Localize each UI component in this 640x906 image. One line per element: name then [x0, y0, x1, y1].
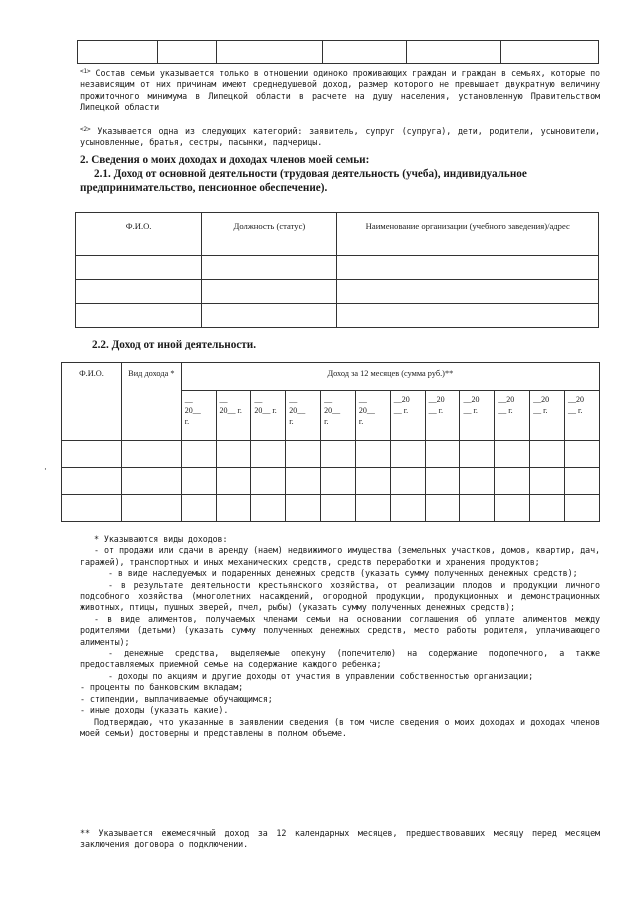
cell[interactable] [251, 468, 286, 495]
month-header-cell: __20 __ г. [530, 391, 565, 441]
cell[interactable] [337, 280, 599, 304]
cell[interactable] [321, 441, 356, 468]
stray-mark: · [44, 465, 47, 475]
footnote-1-text: Состав семьи указывается только в отношении одиноко проживающих граждан и граждан в семьях, которые по независящим от них причинам имеют среднедушевой доход, размер которого не превышает двукратную величину прожиточного минимума в Липецкой области в расчете на душу населения, установленную Правительством Липецкой области [80, 68, 600, 113]
header-income-12-months: Доход за 12 месяцев (сумма руб.)** [181, 363, 599, 391]
cell[interactable] [202, 304, 337, 328]
cell[interactable] [76, 280, 202, 304]
month-header-cell: __ 20__ г. [181, 391, 216, 441]
cell[interactable] [321, 495, 356, 522]
cell[interactable] [181, 495, 216, 522]
cell[interactable] [460, 468, 495, 495]
cell[interactable] [76, 304, 202, 328]
cell[interactable] [425, 468, 460, 495]
cell[interactable] [181, 441, 216, 468]
cell[interactable] [460, 495, 495, 522]
cell[interactable] [337, 256, 599, 280]
cell[interactable] [495, 495, 530, 522]
month-header-cell: __20 __ г. [425, 391, 460, 441]
income-types-notes [80, 534, 600, 739]
table-row [76, 256, 599, 280]
header-organization: Наименование организации (учебного заведения)/адрес [337, 213, 599, 256]
note-item: - денежные средства, выделяемые опекуну (попечителю) на содержание подопечного, а также предоставляемых приемной семье на содержание каждого ребенка; [80, 648, 600, 670]
main-income-table [75, 212, 599, 328]
note-item: - в виде наследуемых и подаренных денежных средств (указать сумму полученных денежных средств); [108, 568, 578, 579]
note-item: - стипендии, выплачиваемые обучающимся; [80, 693, 273, 704]
note-intro: * Указываются виды доходов: [94, 534, 228, 544]
cell[interactable] [495, 441, 530, 468]
cell[interactable] [76, 256, 202, 280]
cell[interactable] [202, 256, 337, 280]
header-fio: Ф.И.О. [62, 363, 122, 441]
month-header-cell: __ 20__ г. [216, 391, 251, 441]
cell[interactable] [495, 468, 530, 495]
header-income-type: Вид дохода * [121, 363, 181, 441]
month-header-cell: __ 20__ г. [321, 391, 356, 441]
double-star-note [80, 828, 600, 851]
cell[interactable] [62, 441, 122, 468]
cell[interactable] [530, 495, 565, 522]
cell[interactable] [62, 468, 122, 495]
month-header-cell: __20 __ г. [390, 391, 425, 441]
footnote-2 [80, 124, 600, 149]
section-2-2-title: 2.2. Доход от иной деятельности. [92, 339, 257, 351]
cell[interactable] [286, 495, 321, 522]
section-2-1-title: 2.1. Доход от основной деятельности (трудовая деятельность (учеба), индивидуальное предпринимательство, пенсионное обеспечение). [80, 168, 527, 194]
table-row [76, 280, 599, 304]
family-table-stub [77, 40, 599, 64]
cell[interactable] [251, 495, 286, 522]
note-item: - доходы по акциям и другие доходы от участия в управлении собственностью организации; [108, 670, 534, 681]
cell[interactable] [62, 495, 122, 522]
cell[interactable] [425, 441, 460, 468]
cell[interactable] [286, 468, 321, 495]
month-header-cell: __ 20__ г. [355, 391, 390, 441]
header-fio: Ф.И.О. [76, 213, 202, 256]
cell[interactable] [530, 441, 565, 468]
note-item: - от продажи или сдачи в аренду (наем) недвижимого имущества (земельных участков, домов, квартир, дач, гаражей), транспортных и иных механических средств, средств переработки и хранения продуктов; [80, 545, 600, 567]
month-header-cell: __ 20__ г. [286, 391, 321, 441]
header-position: Должность (статус) [202, 213, 337, 256]
table-header-row [76, 213, 599, 256]
month-header-cell: __20 __ г. [460, 391, 495, 441]
note-item: - проценты по банковским вкладам; [80, 682, 244, 693]
note-item: - в виде алиментов, получаемых членами семьи на основании соглашения об уплате алиментов между родителями (детьми) (указать сумму полученных денежных средств, место работы родителя, уплачивающего алименты); [80, 613, 600, 647]
cell[interactable] [564, 441, 599, 468]
double-star-text: ** Указывается ежемесячный доход за 12 календарных месяцев, предшествовавших месяцу перед месяцем заключения договора о подключении. [80, 828, 600, 850]
cell[interactable] [121, 495, 181, 522]
table-row [76, 304, 599, 328]
note-item: - иные доходы (указать какие). [80, 705, 229, 716]
footnote-1-mark: <1> [80, 68, 91, 75]
cell[interactable] [390, 468, 425, 495]
cell[interactable] [530, 468, 565, 495]
footnote-1 [80, 66, 600, 114]
cell[interactable] [564, 495, 599, 522]
footnote-2-text: Указывается одна из следующих категорий: заявитель, супруг (супруга), дети, родители, усыновители, усыновленные, братья, сестры, пасынки, падчерицы. [80, 126, 600, 148]
table-row [78, 41, 599, 64]
month-header-cell: __20 __ г. [495, 391, 530, 441]
note-item: - в результате деятельности крестьянского хозяйства, от реализации плодов и продукции личного подсобного хозяйства (многолетних насаждений, огородной продукции, продукционных и демонстрационных животных, птицы, пушных зверей, пчел, рыбы) (указать сумму полученных денежных средств); [80, 579, 600, 613]
cell[interactable] [355, 468, 390, 495]
cell[interactable] [390, 495, 425, 522]
cell[interactable] [121, 468, 181, 495]
month-header-cell: __ 20__ г. [251, 391, 286, 441]
cell[interactable] [355, 441, 390, 468]
cell[interactable] [321, 468, 356, 495]
other-income-table [61, 362, 600, 522]
footnote-2-mark: <2> [80, 126, 91, 133]
cell[interactable] [181, 468, 216, 495]
cell[interactable] [216, 441, 251, 468]
cell[interactable] [286, 441, 321, 468]
month-header-cell: __20 __ г. [564, 391, 599, 441]
table-row [62, 495, 600, 522]
table-header-row [62, 363, 600, 391]
cell[interactable] [251, 441, 286, 468]
cell[interactable] [355, 495, 390, 522]
confirmation-text: Подтверждаю, что указанные в заявлении сведения (в том числе сведения о моих доходах и доходах членов моей семьи) достоверны и представлены в полном объеме. [80, 716, 600, 738]
section-2-title: 2. Сведения о моих доходах и доходах членов моей семьи: [80, 154, 370, 166]
cell[interactable] [216, 468, 251, 495]
cell[interactable] [425, 495, 460, 522]
cell[interactable] [202, 280, 337, 304]
table-row [62, 468, 600, 495]
cell[interactable] [121, 441, 181, 468]
cell[interactable] [337, 304, 599, 328]
cell[interactable] [216, 495, 251, 522]
table-row [62, 441, 600, 468]
cell[interactable] [460, 441, 495, 468]
cell[interactable] [390, 441, 425, 468]
cell[interactable] [564, 468, 599, 495]
